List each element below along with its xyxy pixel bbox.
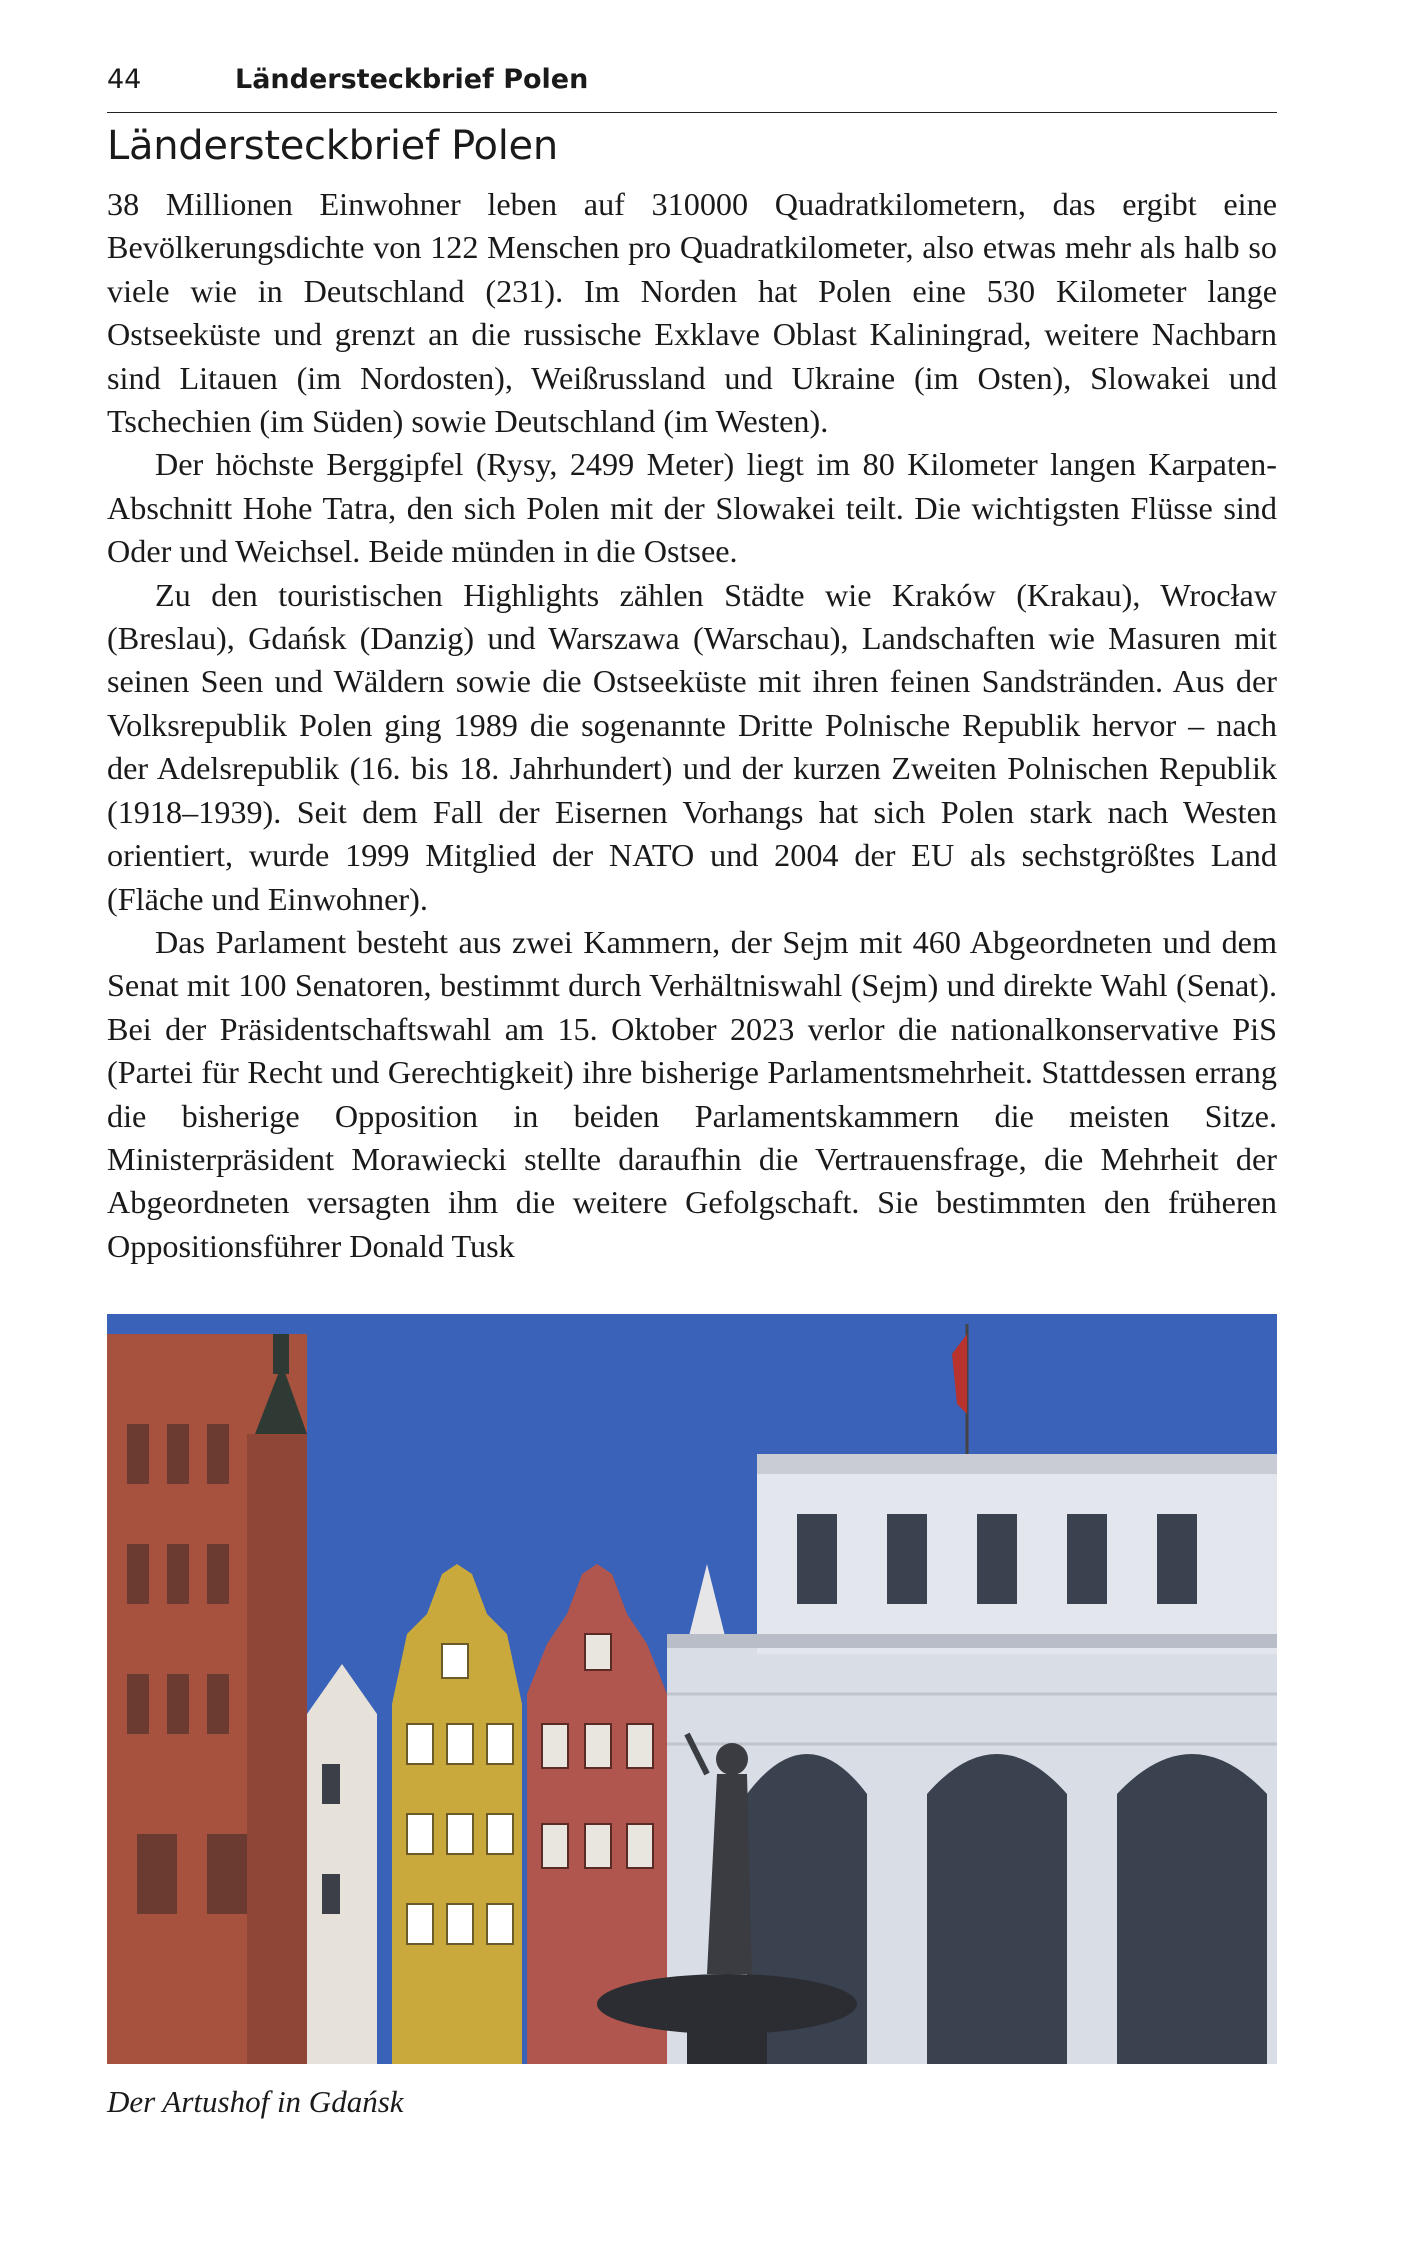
photo-caption: Der Artushof in Gdańsk <box>107 2084 404 2119</box>
page-number: 44 <box>107 64 142 95</box>
white-house <box>307 1664 377 2064</box>
section-title: Ländersteckbrief Polen <box>107 123 558 169</box>
running-header <box>107 64 1277 113</box>
body-text <box>107 183 1277 1268</box>
paragraph: 38 Millionen Einwohner leben auf 310000 Quadratkilometern, das ergibt eine Bevölkerungsdichte von 122 Menschen pro Quadratkilometer, also etwas mehr als halb so viele wie in Deutschland (231). Im Norden hat Polen eine 530 Kilometer lange Ostseeküste und grenzt an die russische Exklave Oblast Kaliningrad, weitere Nachbarn sind Litauen (im Nordosten), Weißrussland und Ukraine (im Osten), Slowakei und Tschechien (im Süden) sowie Deutschland (im Westen). <box>107 186 1277 440</box>
yellow-house <box>392 1564 522 2064</box>
artushof-illustration <box>107 1314 1277 2064</box>
artushof-facade <box>667 1454 1277 2064</box>
paragraph: Der höchste Berggipfel (Rysy, 2499 Meter) liegt im 80 Kilometer langen Karpaten-Abschnitt Hohe Tatra, den sich Polen mit der Slowakei teilt. Die wichtigsten Flüsse sind Oder und Weichsel. Beide münden in die Ostsee. <box>107 446 1277 570</box>
paragraph: Zu den touristischen Highlights zählen Städte wie Kraków (Krakau), Wrocław (Breslau), Gdańsk (Danzig) und Warszawa (Warschau), Landschaften wie Masuren mit seinen Seen und Wäldern sowie die Ostseeküste mit ihren feinen Sandstränden. Aus der Volksrepublik Polen ging 1989 die sogenannte Dritte Polnische Republik hervor – nach der Adelsrepublik (16. bis 18. Jahrhundert) und der kurzen Zweiten Polnischen Republik (1918–1939). Seit dem Fall der Eisernen Vorhangs hat sich Polen stark nach Westen orientiert, wurde 1999 Mitglied der NATO und 2004 der EU als sechstgrößtes Land (Fläche und Einwohner). <box>107 576 1277 917</box>
running-title: Ländersteckbrief Polen <box>235 64 589 95</box>
brick-town-hall <box>107 1334 307 2064</box>
paragraph: Das Parlament besteht aus zwei Kammern, der Sejm mit 460 Abgeordneten und dem Senat mit 100 Senatoren, bestimmt durch Verhältniswahl (Sejm) und direkte Wahl (Senat). Bei der Präsidentschaftswahl am 15. Oktober 2023 verlor die nationalkonservative PiS (Partei für Recht und Gerechtigkeit) ihre bisherige Parlamentsmehrheit. Stattdessen errang die bisherige Opposition in beiden Parlamentskammern die meisten Sitze. Ministerpräsident Morawiecki stellte daraufhin die Vertrauensfrage, die Mehrheit der Abgeordneten versagten ihm die weitere Gefolgschaft. Sie bestimmten den früheren Oppositionsführer Donald Tusk <box>107 923 1277 1264</box>
page-content <box>107 64 1277 1268</box>
artushof-photo <box>107 1314 1277 2064</box>
